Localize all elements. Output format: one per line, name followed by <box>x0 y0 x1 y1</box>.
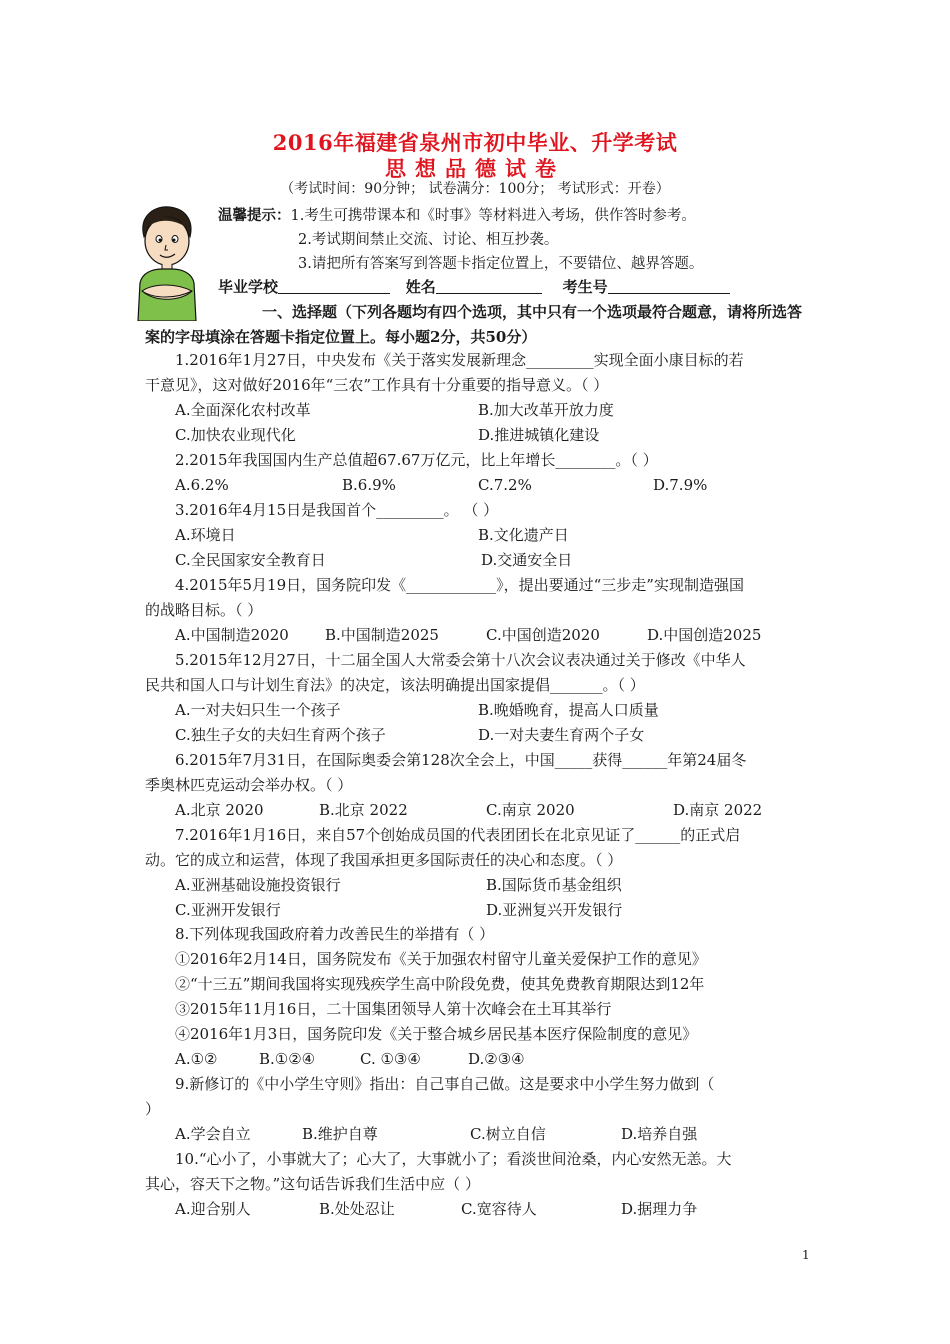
tip-3: 3.请把所有答案写到答题卡指定位置上，不要错位、越界答题。 <box>298 256 704 272</box>
option[interactable]: A.6.2% <box>175 476 229 494</box>
question-3: 3.2016年4月15日是我国首个_________。 （ ） <box>175 501 499 519</box>
school-blank[interactable] <box>278 279 390 294</box>
section-title: 一、选择题（下列各题均有四个选项，其中只有一个选项最符合题意，请将所选答案的字母填涂在答题卡指定位置上。每小题2分，共50分） <box>145 303 803 346</box>
question-1: 1.2016年1月27日，中央发布《关于落实发展新理念_________实现全面小康目标的若 干意见》，这对做好2016年“三农”工作具有十分重要的指导意义。（ ） <box>145 351 744 394</box>
option[interactable]: D.培养自强 <box>621 1125 698 1143</box>
question-7: 7.2016年1月16日，来自57个创始成员国的代表团团长在北京见证了______的正式启 动。它的成立和运营，体现了我国承担更多国际责任的决心和态度。（ ） <box>145 826 741 869</box>
option[interactable]: D.交通安全日 <box>481 551 573 569</box>
option[interactable]: C.加快农业现代化 <box>175 426 296 444</box>
exam-subject-title: 思想品德试卷 <box>385 156 565 181</box>
option[interactable]: B.维护自尊 <box>302 1125 378 1143</box>
tip-label: 温馨提示： <box>218 207 291 224</box>
option[interactable]: B.文化遗产日 <box>478 526 569 544</box>
tip-1: 温馨提示：1.考生可携带课本和《时事》等材料进入考场，供作答时参考。 <box>218 207 696 224</box>
option[interactable]: B.北京 2022 <box>319 801 408 819</box>
option[interactable]: C.全民国家安全教育日 <box>175 551 326 569</box>
exam-no-label: 考生号 <box>562 278 608 296</box>
question-9: 9.新修订的《中小学生守则》指出：自己事自己做。这是要求中小学生努力做到（ ） <box>145 1075 715 1118</box>
school-label: 毕业学校 <box>218 278 279 296</box>
option[interactable]: D.一对夫妻生育两个子女 <box>478 726 645 744</box>
question-10: 10.“心小了，小事就大了；心大了，大事就小了；看淡世间沧桑，内心安然无恙。大 其心，容天下之物。”这句话告诉我们生活中应（ ） <box>145 1150 732 1193</box>
exam-info: （考试时间：90分钟； 试卷满分：100分； 考试形式：开卷） <box>280 181 670 197</box>
name-label: 姓名 <box>405 278 436 296</box>
option[interactable]: A.环境日 <box>175 526 236 544</box>
option[interactable]: D.南京 2022 <box>673 801 763 819</box>
option[interactable]: B.6.9% <box>342 476 396 494</box>
option[interactable]: C.中国创造2020 <box>486 626 600 644</box>
student-info-fields <box>218 276 730 297</box>
option[interactable]: D.②③④ <box>468 1050 525 1068</box>
option[interactable]: C.南京 2020 <box>486 801 575 819</box>
option[interactable]: D.7.9% <box>653 476 708 494</box>
option[interactable]: A.一对夫妇只生一个孩子 <box>175 701 341 719</box>
question-4: 4.2015年5月19日，国务院印发《____________》，提出要通过“三步走”实现制造强国 的战略目标。（ ） <box>145 576 744 619</box>
option[interactable]: D.亚洲复兴开发银行 <box>486 901 623 919</box>
option[interactable]: D.据理力争 <box>621 1200 698 1218</box>
question-5: 5.2015年12月27日，十二届全国人大常委会第十八次会议表决通过关于修改《中华人 民共和国人口与计划生育法》的决定，该法明确提出国家提倡_______。（ ） <box>145 651 746 694</box>
option[interactable]: A.学会自立 <box>175 1125 251 1143</box>
tip-2: 2.考试期间禁止交流、讨论、相互抄袭。 <box>298 232 559 248</box>
question-8: 8.下列体现我国政府着力改善民生的举措有（ ） ①2016年2月14日，国务院发布《关于加强农村留守儿童关爱保护工作的意见》 ②“十三五”期间我国将实现残疾学生高中阶段免费，使其免费教育期限达到12年 ③2015年11月16日，二十国集团领导人第十次峰会在土耳其举行 ④2016年1月3日，国务院印发《关于整合城乡居民基本医疗保险制度的意见》 <box>175 925 707 1043</box>
option[interactable]: B.晚婚晚育，提高人口质量 <box>478 701 659 719</box>
name-blank[interactable] <box>436 279 542 294</box>
option[interactable]: B.中国制造2025 <box>325 626 439 644</box>
question-2: 2.2015年我国国内生产总值超67.67万亿元，比上年增长________。（ ） <box>175 451 658 469</box>
exam-title: 2016年福建省泉州市初中毕业、升学考试 <box>272 130 678 155</box>
question-6: 6.2015年7月31日，在国际奥委会第128次全会上，中国_____获得______年第24届冬 季奥林匹克运动会举办权。（ ） <box>145 751 747 794</box>
option[interactable]: C.7.2% <box>478 476 532 494</box>
option[interactable]: A.亚洲基础设施投资银行 <box>175 876 341 894</box>
option[interactable]: A.北京 2020 <box>175 801 264 819</box>
option[interactable]: A.①② <box>175 1050 218 1068</box>
option[interactable]: D.推进城镇化建设 <box>478 426 600 444</box>
page-number: 1 <box>802 1248 810 1262</box>
option[interactable]: A.迎合别人 <box>175 1200 251 1218</box>
option[interactable]: C.亚洲开发银行 <box>175 901 281 919</box>
option[interactable]: B.处处忍让 <box>319 1200 395 1218</box>
option[interactable]: D.中国创造2025 <box>647 626 762 644</box>
option[interactable]: A.全面深化农村改革 <box>175 401 311 419</box>
option[interactable]: B.加大改革开放力度 <box>478 401 614 419</box>
option[interactable]: B.国际货币基金组织 <box>486 876 622 894</box>
exam-no-blank[interactable] <box>608 279 730 294</box>
option[interactable]: A.中国制造2020 <box>175 626 289 644</box>
option[interactable]: C.宽容待人 <box>461 1200 537 1218</box>
option[interactable]: C. ①③④ <box>360 1050 421 1068</box>
option[interactable]: C.树立自信 <box>470 1125 546 1143</box>
option[interactable]: B.①②④ <box>259 1050 316 1068</box>
option[interactable]: C.独生子女的夫妇生育两个孩子 <box>175 726 386 744</box>
